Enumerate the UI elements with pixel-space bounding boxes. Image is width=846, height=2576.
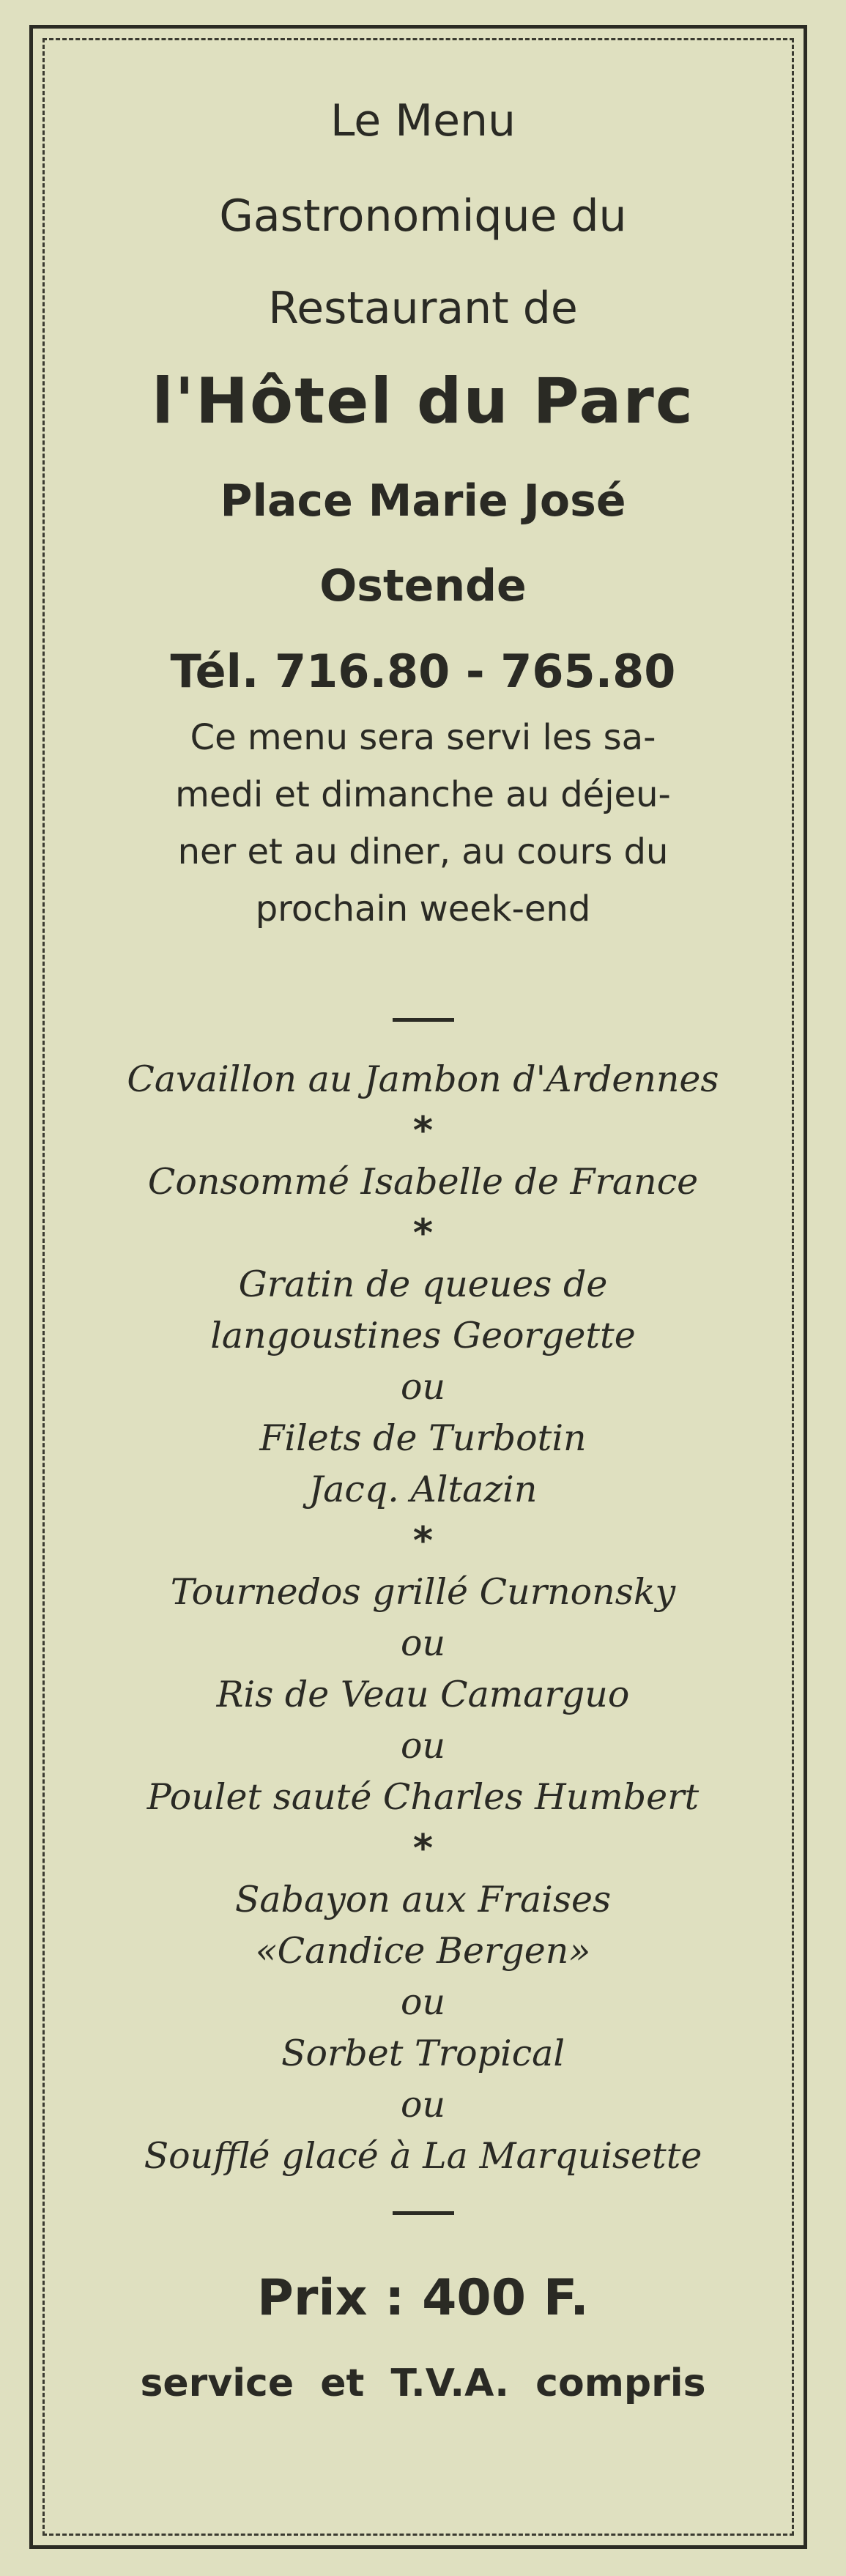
dish: Jacq. Altazin — [308, 1469, 538, 1510]
hotel-city: Ostende — [319, 560, 527, 612]
course-separator: * — [412, 1109, 434, 1153]
or-label: ou — [400, 1981, 446, 2023]
divider — [393, 1018, 454, 1022]
dish: Tournedos grillé Curnonsky — [170, 1571, 676, 1613]
course-separator: * — [412, 1827, 434, 1871]
hotel-phone: Tél. 716.80 - 765.80 — [170, 645, 676, 698]
price: Prix : 400 F. — [257, 2269, 589, 2327]
course-separator: * — [412, 1211, 434, 1255]
dish: Cavaillon au Jambon d'Ardennes — [127, 1058, 719, 1100]
or-label: ou — [400, 2084, 446, 2126]
menu-card — [44, 29, 802, 2407]
service-note — [66, 709, 780, 938]
dish: Filets de Turbotin — [259, 1417, 587, 1459]
menu-list — [44, 1054, 802, 2182]
hotel-address: Place Marie José — [220, 475, 626, 527]
dish: Soufflé glacé à La Marquisette — [144, 2135, 702, 2177]
course-separator: * — [412, 1519, 434, 1563]
dish: Consommé Isabelle de France — [147, 1161, 699, 1203]
or-label: ou — [400, 1725, 446, 1767]
dish: Gratin de queues de — [238, 1263, 608, 1305]
service-note-line: prochain week-end — [255, 888, 591, 929]
header-line-1: Le Menu — [330, 95, 516, 146]
or-label: ou — [400, 1366, 446, 1408]
price-includes: service et T.V.A. compris — [140, 2361, 706, 2405]
header-line-3: Restaurant de — [268, 283, 578, 334]
dish: langoustines Georgette — [210, 1315, 636, 1356]
service-note-line: ner et au diner, au cours du — [177, 831, 669, 872]
service-note-line: medi et dimanche au déjeu- — [175, 774, 671, 815]
dish: Ris de Veau Camarguo — [216, 1674, 630, 1715]
dish: Poulet sauté Charles Humbert — [146, 1776, 700, 1818]
dish: «Candice Bergen» — [255, 1930, 591, 1972]
header-line-2: Gastronomique du — [219, 190, 627, 242]
or-label: ou — [400, 1622, 446, 1664]
service-note-line: Ce menu sera servi les sa- — [190, 717, 656, 758]
divider — [393, 2211, 454, 2215]
dish: Sorbet Tropical — [281, 2033, 565, 2074]
hotel-name: l'Hôtel du Parc — [152, 365, 694, 438]
dish: Sabayon aux Fraises — [234, 1879, 612, 1920]
